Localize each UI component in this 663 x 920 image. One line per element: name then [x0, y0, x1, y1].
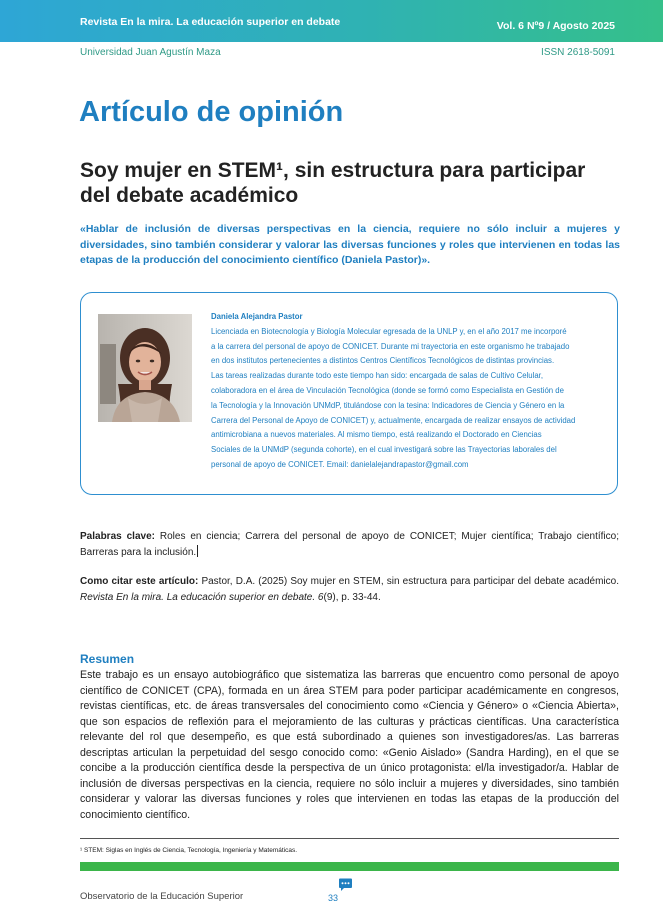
bio-line: personal de apoyo de CONICET. Email: danielalejandrapastor@gmail.com — [211, 459, 469, 469]
issue-info: Vol. 6 Nº9 / Agosto 2025 — [496, 20, 615, 32]
text-cursor — [197, 545, 198, 557]
chat-bubble-icon[interactable] — [338, 878, 353, 892]
keywords — [80, 529, 619, 561]
bio-line: a la carrera del personal de apoyo de CONICET. Durante mi trayectoria en este organismo he trabajado — [211, 341, 570, 351]
author-box — [80, 292, 618, 495]
abstract-heading: Resumen — [80, 652, 135, 666]
university-name: Universidad Juan Agustín Maza — [80, 47, 221, 58]
author-photo — [98, 314, 192, 422]
lead-quote: «Hablar de inclusión de diversas perspectivas en la ciencia, requiere no sólo incluir a mujeres y diversidades, sino también considerar y valorar las diversas funciones y roles que intervienen en todas las etapas de la producción del conocimiento científico (Daniela Pastor)». — [80, 223, 620, 266]
article-title: Soy mujer en STEM¹, sin estructura para participar del debate académico — [80, 159, 586, 207]
footer-green-bar — [80, 862, 619, 871]
keywords-text: Roles en ciencia; Carrera del personal de apoyo de CONICET; Mujer científica; Trabajo científico; Barreras para la inclusión. — [80, 531, 619, 558]
footer-observatory: Observatorio de la Educación Superior — [80, 891, 244, 902]
bio-line: la Tecnología y la Innovación UNMdP, titulándose con la tesina: Indicadores de Ciencia y Género en la — [211, 400, 565, 410]
bio-line: en dos institutos pertenecientes a distintos Centros Científicos Tecnológicos de distintas provincias. — [211, 356, 555, 366]
abstract-body: Este trabajo es un ensayo autobiográfico que sistematiza las barreras que encuentro como personal de apoyo científico de CONICET (CPA), formada en un área STEM para poder participar académicamente en congresos, revistas científicas, etc. de áreas transversales del conocimiento como «Ciencia y Género» o «Ciencia Abierta», que son espacios de reflexión para el mejoramiento de las culturas y prácticas científicas. Una característica relevante del rol que desempeño, es que está subordinado a quienes son investigadores/as. Las barreras descriptas articulan la perpetuidad del sesgo conocido como: «Genio Aislado» (Sandra Harding), en el que se concibe a la producción científica desde la perspectiva de un único protagonista: el/la investigador/a. Hablar de inclusión de diversas perspectivas en la ciencia, requiere no sólo incluir a mujeres y diversidades, sino también considerar y valorar las diversas funciones y roles que intervienen en todas las etapas de la producción del conocimiento científico. — [80, 669, 619, 821]
section-title: Artículo de opinión — [79, 96, 344, 128]
author-name: Daniela Alejandra Pastor — [211, 312, 303, 321]
bio-line: Sociales de la UNMdP (segunda cohorte), en el cual investigará sobre las Trayectorias laborales del — [211, 445, 557, 455]
citation-label: Como citar este artículo: — [80, 576, 199, 587]
bio-line: colaboradora en el área de Vinculación Tecnológica (donde se formó como Especialista en Gestión de — [211, 385, 564, 395]
bio-line: antimicrobiana a nuevos materiales. Al mismo tiempo, está realizando el Doctorado en Ciencias — [211, 430, 542, 440]
footnote: ¹ STEM: Siglas en Inglés de Ciencia, Tecnología, Ingeniería y Matemáticas. — [80, 847, 298, 854]
journal-name: Revista En la mira. La educación superior en debate — [80, 16, 341, 28]
page-number: 33 — [328, 893, 339, 903]
citation-issue-pages: (9), p. 33-44. — [323, 592, 381, 603]
keywords-label: Palabras clave: — [80, 531, 155, 542]
footnote-divider — [80, 838, 619, 839]
citation-journal: Revista En la mira. La educación superior en debate. 6 — [80, 592, 324, 603]
citation — [80, 574, 619, 606]
bio-line: Carrera del Personal de Apoyo de CONICET) y, actualmente, encargada de realizar ensayos de actividad — [211, 415, 576, 425]
bio-line: Licenciada en Biotecnología y Biología Molecular egresada de la UNLP y, en el año 2017 me incorporé — [211, 326, 567, 336]
bio-line: Las tareas realizadas durante todo este tiempo han sido: encargada de salas de Cultivo Celular, — [211, 371, 544, 381]
issn: ISSN 2618-5091 — [541, 47, 615, 58]
citation-text: Pastor, D.A. (2025) Soy mujer en STEM, sin estructura para participar del debate académico. — [198, 576, 619, 587]
author-bio — [211, 310, 604, 473]
